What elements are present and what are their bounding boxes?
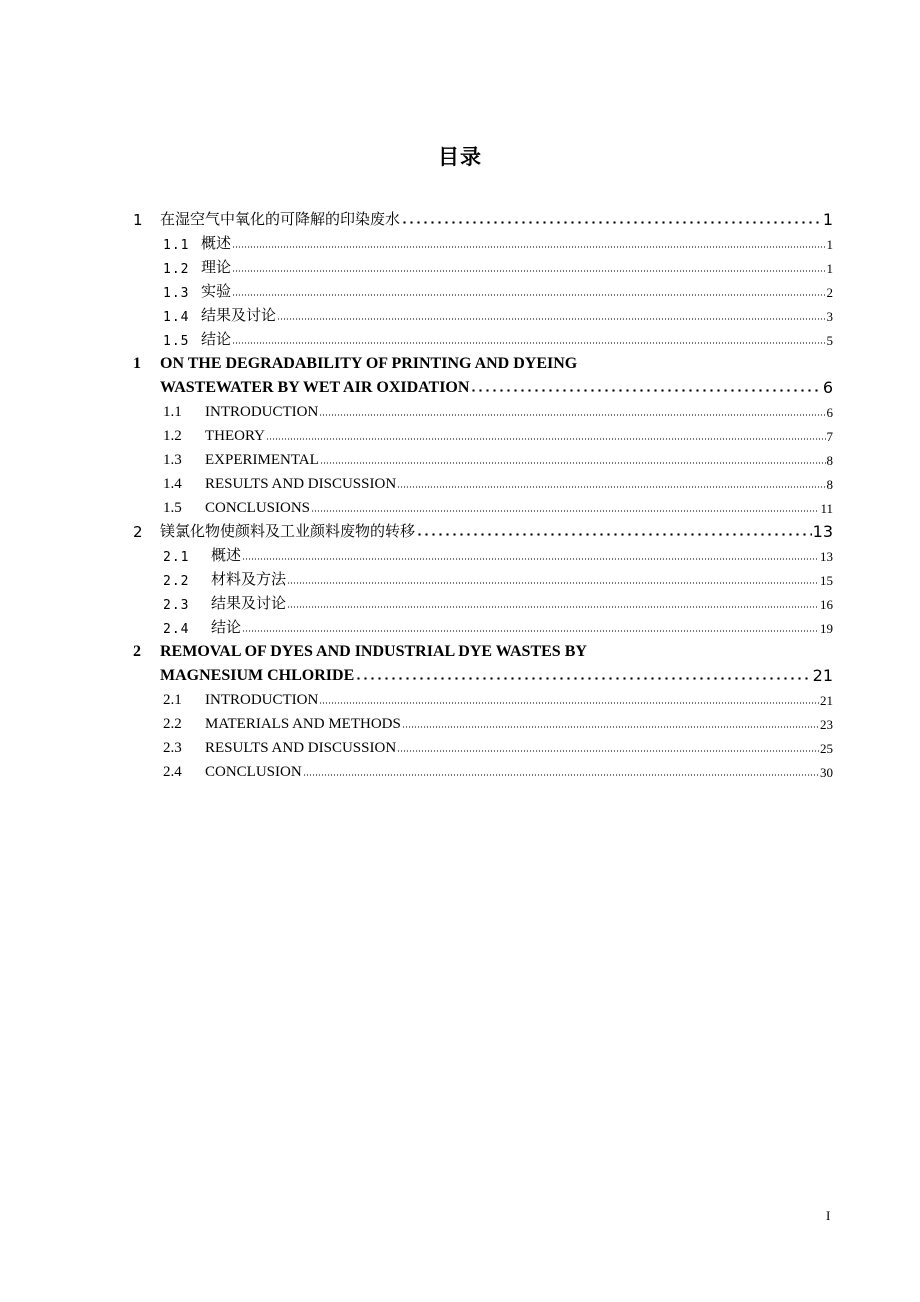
toc-entry-title: REMOVAL OF DYES AND INDUSTRIAL DYE WASTES BY xyxy=(160,643,587,660)
toc-entry-section[interactable] xyxy=(133,445,833,469)
toc-entry-number: 1.5 xyxy=(163,500,182,516)
dot-leader xyxy=(232,246,825,248)
toc-entry-page: 1 xyxy=(822,210,833,229)
toc-entry-title-continued: MAGNESIUM CHLORIDE xyxy=(160,667,355,684)
toc-entry-page: 21 xyxy=(812,666,833,685)
toc-entry-title: 概述 xyxy=(211,548,242,564)
toc-entry-section[interactable] xyxy=(133,589,833,613)
toc-entry-page: 13 xyxy=(812,522,833,541)
toc-entry-page: 13 xyxy=(820,549,833,564)
toc-entry-section[interactable] xyxy=(133,613,833,637)
toc-entry-page: 1 xyxy=(826,237,833,252)
dot-leader xyxy=(242,558,819,560)
toc-entry-section[interactable] xyxy=(133,685,833,709)
toc-entry-page: 23 xyxy=(820,717,833,732)
dot-leader xyxy=(397,750,819,752)
toc-entry-section[interactable] xyxy=(133,253,833,277)
dot-leader xyxy=(242,630,819,632)
toc-entry-number: 1 xyxy=(133,211,143,229)
toc-entry-number: 2.4 xyxy=(163,622,190,637)
toc-entry-page: 30 xyxy=(820,765,833,780)
toc-entry-page: 1 xyxy=(826,261,833,276)
toc-entry-number: 1.1 xyxy=(163,404,182,420)
toc-entry-title: CONCLUSIONS xyxy=(205,500,311,516)
dot-leader xyxy=(277,318,825,320)
toc-entry-page: 2 xyxy=(826,285,833,300)
toc-entry-page: 6 xyxy=(826,405,833,420)
toc-entry-page: 16 xyxy=(820,597,833,612)
toc-entry-title: 镁氯化物使颜料及工业颜料废物的转移 xyxy=(160,522,416,540)
dot-leader xyxy=(287,606,819,608)
dot-leader xyxy=(470,389,821,392)
toc-entry-page: 8 xyxy=(826,477,833,492)
toc-entry-title: 概述 xyxy=(201,236,232,252)
toc-entry-page: 3 xyxy=(826,309,833,324)
dot-leader xyxy=(355,677,811,680)
toc-entry-number: 1.5 xyxy=(163,334,190,349)
toc-entry-number: 1.2 xyxy=(163,262,190,277)
toc-entry-title: RESULTS AND DISCUSSION xyxy=(205,740,397,756)
dot-leader xyxy=(287,582,819,584)
dot-leader xyxy=(266,438,826,440)
toc-entry-title: 理论 xyxy=(201,260,232,276)
dot-leader xyxy=(232,270,825,272)
toc-entry-section[interactable] xyxy=(133,493,833,517)
toc-entry-title: THEORY xyxy=(205,428,265,444)
toc-entry-page: 5 xyxy=(826,333,833,348)
toc-entry-section[interactable] xyxy=(133,709,833,733)
dot-leader xyxy=(397,486,825,488)
toc-entry-number: 2.2 xyxy=(163,716,182,732)
toc-entry-page: 19 xyxy=(820,621,833,636)
toc-entry-page: 11 xyxy=(820,501,833,516)
toc-entry-title: CONCLUSION xyxy=(205,764,302,780)
toc-entry-number: 1.1 xyxy=(163,238,190,253)
toc-entry-number: 2.1 xyxy=(163,692,182,708)
toc-entry-number: 2.2 xyxy=(163,574,190,589)
toc-entry-section[interactable] xyxy=(133,229,833,253)
toc-entry-title: INTRODUCTION xyxy=(205,404,319,420)
dot-leader xyxy=(416,533,812,536)
dot-leader xyxy=(232,294,825,296)
dot-leader xyxy=(319,702,819,704)
dot-leader xyxy=(320,462,826,464)
toc-entry-page: 15 xyxy=(820,573,833,588)
toc-entry-number: 1.3 xyxy=(163,452,182,468)
toc-entry-section[interactable] xyxy=(133,397,833,421)
toc-entry-section[interactable] xyxy=(133,301,833,325)
toc-entry-chapter[interactable] xyxy=(133,205,833,229)
table-of-contents xyxy=(133,205,833,781)
toc-entry-page: 6 xyxy=(822,378,833,397)
page-number: I xyxy=(826,1208,831,1223)
toc-entry-number: 1.4 xyxy=(163,476,182,492)
toc-entry-title: EXPERIMENTAL xyxy=(205,452,319,468)
toc-entry-section[interactable] xyxy=(133,733,833,757)
toc-entry-title: ON THE DEGRADABILITY OF PRINTING AND DYEING xyxy=(160,355,578,372)
dot-leader xyxy=(401,221,822,224)
toc-entry-number: 1.2 xyxy=(163,428,182,444)
toc-entry-number: 2 xyxy=(133,523,143,541)
toc-entry-title: 在湿空气中氧化的可降解的印染废水 xyxy=(160,210,401,228)
toc-entry-chapter-continued[interactable] xyxy=(133,661,833,685)
toc-entry-page: 8 xyxy=(826,453,833,468)
toc-entry-page: 25 xyxy=(820,741,833,756)
toc-entry-title: 结果及讨论 xyxy=(211,596,287,612)
toc-entry-section[interactable] xyxy=(133,757,833,781)
dot-leader xyxy=(303,774,819,776)
toc-entry-title: 实验 xyxy=(201,284,232,300)
toc-entry-title: INTRODUCTION xyxy=(205,692,319,708)
toc-entry-number: 2.4 xyxy=(163,764,182,780)
page-title: 目录 xyxy=(438,145,482,169)
toc-entry-chapter-continued[interactable] xyxy=(133,373,833,397)
toc-entry-title: RESULTS AND DISCUSSION xyxy=(205,476,397,492)
toc-entry-title: 材料及方法 xyxy=(211,572,287,588)
toc-entry-chapter[interactable] xyxy=(133,517,833,541)
toc-entry-section[interactable] xyxy=(133,325,833,349)
dot-leader xyxy=(319,414,825,416)
toc-entry-number: 2.3 xyxy=(163,598,190,613)
toc-entry-number: 2.3 xyxy=(163,740,182,756)
toc-entry-chapter[interactable] xyxy=(133,349,833,373)
toc-entry-title-continued: WASTEWATER BY WET AIR OXIDATION xyxy=(160,379,470,396)
toc-entry-section[interactable] xyxy=(133,565,833,589)
toc-entry-title: 结果及讨论 xyxy=(201,308,277,324)
toc-entry-section[interactable] xyxy=(133,277,833,301)
toc-entry-section[interactable] xyxy=(133,541,833,565)
toc-entry-chapter[interactable] xyxy=(133,637,833,661)
toc-entry-title: 结论 xyxy=(201,332,232,348)
toc-entry-section[interactable] xyxy=(133,469,833,493)
toc-entry-number: 1.3 xyxy=(163,286,190,301)
dot-leader xyxy=(311,510,819,512)
toc-entry-number: 1.4 xyxy=(163,310,190,325)
dot-leader xyxy=(402,726,819,728)
toc-entry-page: 21 xyxy=(820,693,833,708)
toc-entry-title: MATERIALS AND METHODS xyxy=(205,716,401,732)
toc-entry-title: 结论 xyxy=(211,620,242,636)
toc-entry-page: 7 xyxy=(826,429,833,444)
toc-entry-section[interactable] xyxy=(133,421,833,445)
toc-entry-number: 2.1 xyxy=(163,550,190,565)
dot-leader xyxy=(232,342,825,344)
toc-entry-number: 2 xyxy=(133,643,141,660)
toc-entry-number: 1 xyxy=(133,355,141,372)
